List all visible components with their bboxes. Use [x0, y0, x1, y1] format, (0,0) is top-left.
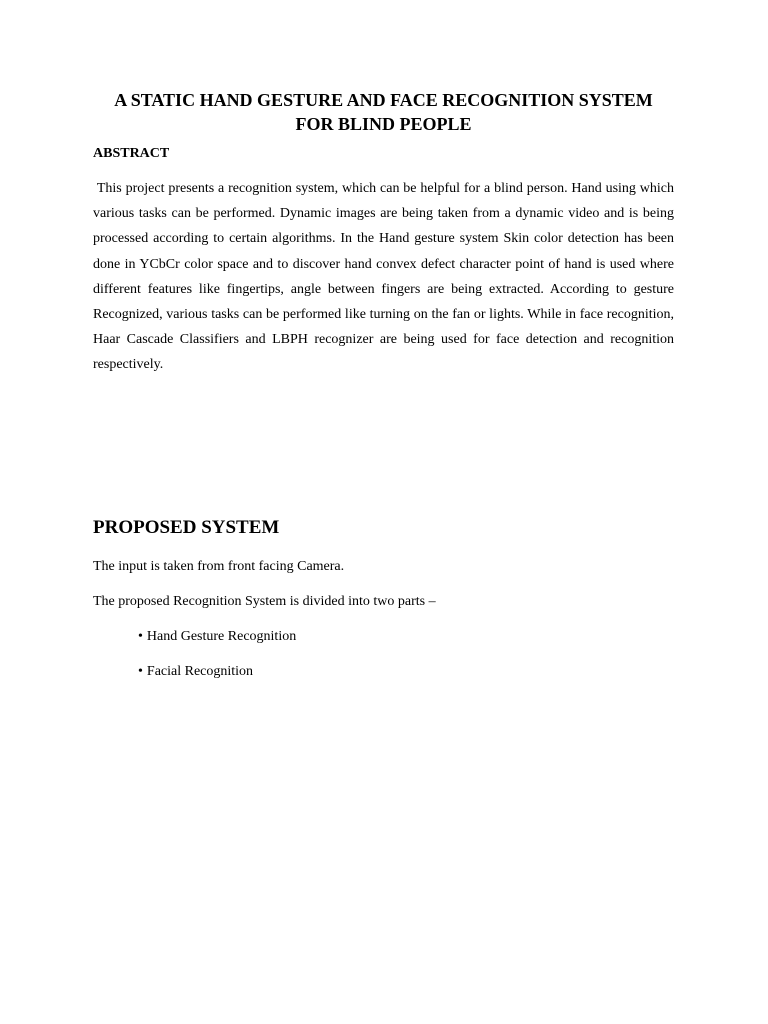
proposed-system-paragraph: The proposed Recognition System is divided into two parts – — [93, 594, 436, 609]
abstract-heading: ABSTRACT — [93, 146, 170, 161]
proposed-system-bullet-list — [138, 628, 296, 698]
list-item — [138, 628, 296, 646]
bullet-icon: • — [138, 664, 143, 679]
document-title: A STATIC HAND GESTURE AND FACE RECOGNITION SYSTEM FOR BLIND PEOPLE — [114, 90, 653, 134]
list-item — [138, 663, 296, 681]
bullet-icon: • — [138, 629, 143, 644]
list-item-label: Hand Gesture Recognition — [146, 629, 297, 644]
document-page — [93, 0, 678, 1024]
list-item-label: Facial Recognition — [146, 664, 254, 679]
proposed-system-paragraph: The input is taken from front facing Camera. — [93, 559, 345, 574]
abstract-body: This project presents a recognition system, which can be helpful for a blind person. Hand using which various tasks can be performed. Dynamic images are being taken from a dynamic video and is being processed according to certain algorithms. In the Hand gesture system Skin color detection has been done in YCbCr color space and to discover hand convex defect character point of hand is used where different features like fingertips, angle between fingers are being extracted. According to gesture Recognized, various tasks can be performed like turning on the fan or lights. While in face recognition, Haar Cascade Classifiers and LBPH recognizer are being used for face detection and recognition respectively. — [93, 181, 678, 373]
proposed-system-heading: PROPOSED SYSTEM — [93, 517, 280, 538]
